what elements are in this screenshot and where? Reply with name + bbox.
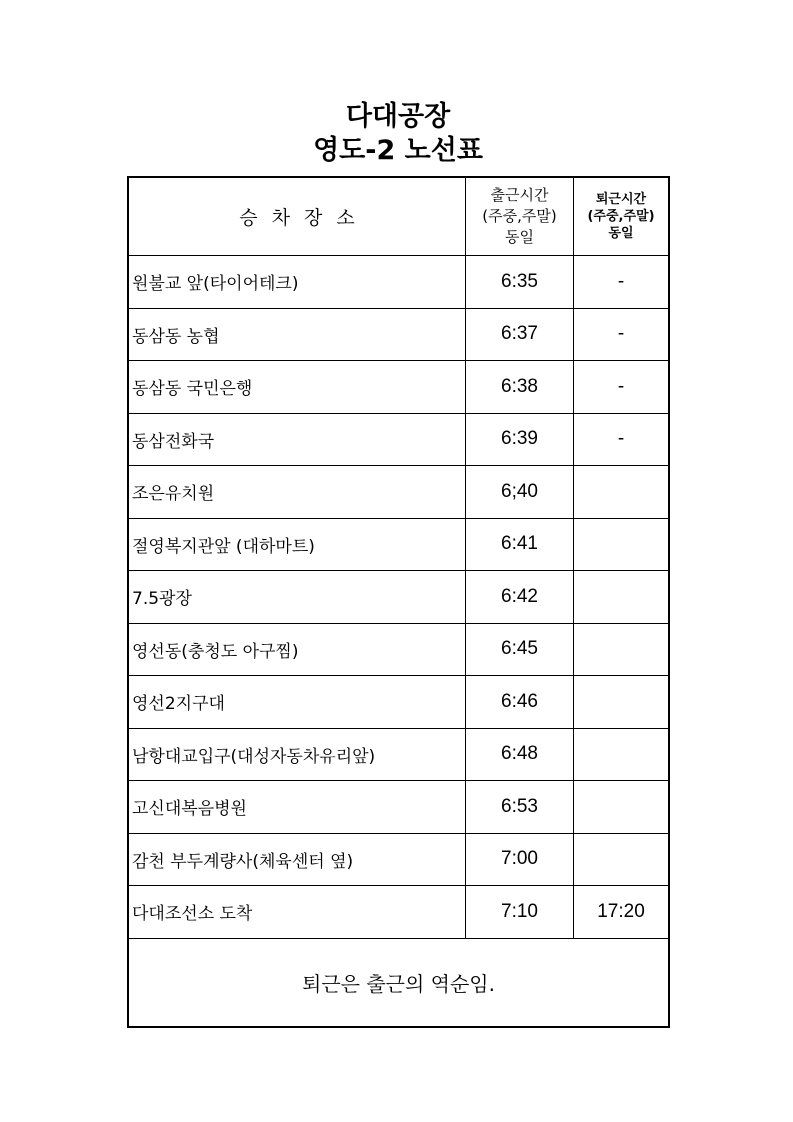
leave-time [574,728,669,781]
route-title: 영도-2 노선표 [313,135,483,166]
table-row [129,518,669,571]
stop-name: 원불교 앞(타이어테크) [129,256,466,309]
leave-time [574,571,669,624]
stop-name: 남항대교입구(대성자동차유리앞) [129,728,466,781]
leave-time: - [574,256,669,309]
header-leave-time-line1: 퇴근시간 [595,192,647,207]
commute-time: 7:10 [466,886,574,939]
stop-name: 고신대복음병원 [129,781,466,834]
commute-time: 6;40 [466,466,574,519]
table-row [129,256,669,309]
commute-time: 6:41 [466,518,574,571]
header-boarding-place: 승차장소 [129,178,466,256]
stop-name: 동삼동 농협 [129,308,466,361]
title-block [128,100,668,168]
leave-time: 17:20 [574,886,669,939]
leave-time [574,676,669,729]
company-title: 다대공장 [345,101,451,132]
leave-time [574,781,669,834]
leave-time [574,518,669,571]
header-commute-time-line1: 출근시간 [490,186,549,204]
stop-name: 동삼동 국민은행 [129,361,466,414]
leave-time [574,466,669,519]
stop-name: 영선2지구대 [129,676,466,729]
return-route-note: 퇴근은 출근의 역순임. [129,938,669,1026]
stop-name: 절영복지관앞 (대하마트) [129,518,466,571]
leave-time [574,833,669,886]
commute-time: 6:53 [466,781,574,834]
table-row [129,466,669,519]
commute-time: 6:35 [466,256,574,309]
footer-row [129,938,669,1026]
table-row [129,308,669,361]
table-row [129,623,669,676]
leave-time: - [574,308,669,361]
commute-time: 6:46 [466,676,574,729]
table-row [129,571,669,624]
commute-time: 7:00 [466,833,574,886]
table-row [129,413,669,466]
leave-time: - [574,413,669,466]
header-row [129,178,669,256]
table-row [129,728,669,781]
stop-name: 감천 부두계량사(체육센터 옆) [129,833,466,886]
table-row [129,886,669,939]
table-row [129,676,669,729]
table-row [129,781,669,834]
table-row [129,833,669,886]
stop-name: 7.5광장 [129,571,466,624]
route-schedule-table [128,177,669,1027]
table-row [129,361,669,414]
commute-time: 6:48 [466,728,574,781]
header-commute-time [466,178,574,256]
commute-time: 6:38 [466,361,574,414]
commute-time: 6:42 [466,571,574,624]
header-leave-time-line3: 동일 [608,226,634,241]
header-leave-time [574,178,669,256]
leave-time [574,623,669,676]
stop-name: 다대조선소 도착 [129,886,466,939]
stop-name: 영선동(충청도 아구찜) [129,623,466,676]
commute-time: 6:37 [466,308,574,361]
commute-time: 6:45 [466,623,574,676]
header-commute-time-line2: (주중,주말) [482,207,557,225]
header-commute-time-line3: 동일 [505,228,534,246]
commute-time: 6:39 [466,413,574,466]
stop-name: 동삼전화국 [129,413,466,466]
header-leave-time-line2: (주중,주말) [587,209,655,224]
stop-name: 조은유치원 [129,466,466,519]
leave-time: - [574,361,669,414]
